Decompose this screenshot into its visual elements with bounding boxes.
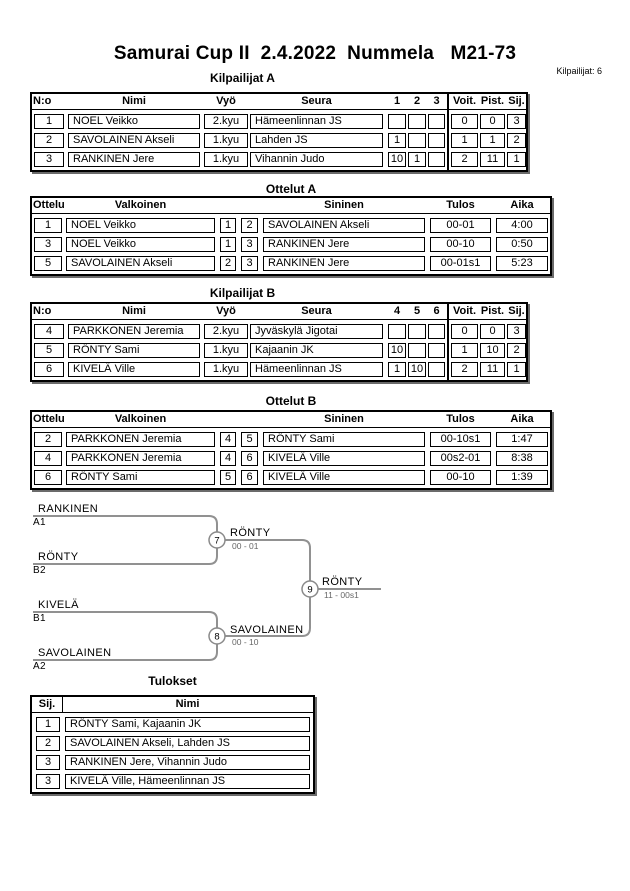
bracket-slot-name: KIVELÄ <box>38 599 79 611</box>
col-header-opp3: 6 <box>433 305 440 317</box>
bracket-match-score: 11 - 00s1 <box>324 590 359 600</box>
col-header-nimi: Nimi <box>175 698 200 710</box>
bracket-slot-seed: B1 <box>33 613 46 624</box>
cell-time: 1:47 <box>496 432 548 447</box>
matches-b-table <box>30 410 552 490</box>
col-header-opp1: 1 <box>393 95 401 107</box>
cell-nimi: KIVELÄ Ville <box>68 362 200 377</box>
result-row <box>32 774 313 789</box>
cell-vyo: 1.kyu <box>204 133 248 148</box>
cell-pist: 10 <box>480 343 505 358</box>
cell-score-2 <box>408 114 426 129</box>
col-header-nimi: Nimi <box>122 95 146 107</box>
cell-result: 00-10 <box>430 470 491 485</box>
bracket-match-score: 00 - 10 <box>232 637 259 647</box>
result-row <box>32 755 313 770</box>
competitors-count-note: Kilpailijat: 6 <box>556 66 602 76</box>
cell-match-no: 2 <box>34 432 62 447</box>
results-header-row <box>32 697 313 713</box>
match-number: 9 <box>307 584 313 596</box>
col-header-seura: Seura <box>301 95 332 107</box>
matches-a-table <box>30 196 552 276</box>
cell-blue-no: 3 <box>241 256 258 271</box>
cell-white-player: PARKKONEN Jeremia <box>66 451 215 466</box>
match-number: 7 <box>214 535 220 547</box>
cell-nimi: RANKINEN Jere <box>68 152 200 167</box>
cell-no: 2 <box>34 133 64 148</box>
cell-voit: 2 <box>451 152 478 167</box>
col-header-no: N:o <box>33 305 52 317</box>
cell-sij: 3 <box>507 324 526 339</box>
cell-time: 5:23 <box>496 256 548 271</box>
col-header-ottelu: Ottelu <box>33 413 65 425</box>
competitor-row <box>32 152 526 167</box>
col-header-tulos: Tulos <box>446 199 475 211</box>
col-header-pist: Pist. <box>480 305 505 317</box>
cell-competitor: SAVOLAINEN Akseli, Lahden JS <box>65 736 310 751</box>
bracket-winner-name: RÖNTY <box>322 576 363 588</box>
col-header-opp3: 3 <box>433 95 440 107</box>
cell-result: 00-10 <box>430 237 491 252</box>
col-header-sininen: Sininen <box>324 413 364 425</box>
cell-white-no: 2 <box>220 256 236 271</box>
result-row <box>32 717 313 732</box>
cell-blue-no: 2 <box>241 218 258 233</box>
cell-vyo: 2.kyu <box>204 324 248 339</box>
cell-nimi: NOEL Veikko <box>68 114 200 129</box>
cell-blue-player: SAVOLAINEN Akseli <box>263 218 425 233</box>
cell-blue-player: KIVELÄ Ville <box>263 470 425 485</box>
cell-placement: 3 <box>36 755 60 770</box>
col-header-ottelu: Ottelu <box>33 199 65 211</box>
match-row <box>32 218 550 233</box>
pool-b-header-row <box>32 304 526 320</box>
col-header-vyo: Vyö <box>216 305 236 317</box>
cell-white-no: 4 <box>220 432 236 447</box>
cell-score-1: 1 <box>388 362 406 377</box>
cell-placement: 1 <box>36 717 60 732</box>
col-header-pist: Pist. <box>480 95 505 107</box>
cell-score-2: 1 <box>408 152 426 167</box>
cell-blue-player: RÖNTY Sami <box>263 432 425 447</box>
cell-no: 5 <box>34 343 64 358</box>
cell-vyo: 1.kyu <box>204 343 248 358</box>
bracket-slot-seed: A1 <box>33 517 46 528</box>
cell-pist: 11 <box>480 152 505 167</box>
cell-voit: 0 <box>451 324 478 339</box>
result-row <box>32 736 313 751</box>
col-header-seura: Seura <box>301 305 332 317</box>
cell-vyo: 2.kyu <box>204 114 248 129</box>
cell-vyo: 1.kyu <box>204 152 248 167</box>
cell-score-2 <box>408 343 426 358</box>
results-table <box>30 695 315 794</box>
cell-voit: 1 <box>451 343 478 358</box>
col-header-opp2: 2 <box>413 95 421 107</box>
match-row <box>32 432 550 447</box>
matches-a-header-row <box>32 198 550 214</box>
col-header-no: N:o <box>33 95 52 107</box>
cell-seura: Vihannin Judo <box>250 152 383 167</box>
col-header-aika: Aika <box>510 413 534 425</box>
cell-time: 8:38 <box>496 451 548 466</box>
competitor-row <box>32 324 526 339</box>
section-title-matches-b: Ottelut B <box>265 394 317 408</box>
match-row <box>32 237 550 252</box>
cell-pist: 0 <box>480 114 505 129</box>
cell-score-3 <box>428 324 445 339</box>
bracket-slot-name: RÖNTY <box>38 551 79 563</box>
col-header-sij: Sij. <box>38 698 56 710</box>
cell-sij: 1 <box>507 152 526 167</box>
pool-a-table <box>30 92 528 172</box>
match-row <box>32 256 550 271</box>
cell-blue-no: 5 <box>241 432 258 447</box>
cell-score-2: 10 <box>408 362 426 377</box>
bracket-winner-name: SAVOLAINEN <box>230 624 304 636</box>
cell-time: 4:00 <box>496 218 548 233</box>
cell-result: 00-01 <box>430 218 491 233</box>
cell-score-1 <box>388 114 406 129</box>
cell-blue-player: RANKINEN Jere <box>263 256 425 271</box>
cell-score-1: 10 <box>388 152 406 167</box>
col-header-aika: Aika <box>510 199 534 211</box>
cell-blue-player: KIVELÄ Ville <box>263 451 425 466</box>
pool-a-header-row <box>32 94 526 110</box>
col-header-voit: Voit. <box>452 305 476 317</box>
cell-seura: Hämeenlinnan JS <box>250 114 383 129</box>
competitor-row <box>32 343 526 358</box>
col-header-sij: Sij. <box>508 95 525 107</box>
cell-blue-no: 6 <box>241 451 258 466</box>
cell-blue-player: RANKINEN Jere <box>263 237 425 252</box>
cell-score-2 <box>408 133 426 148</box>
match-row <box>32 470 550 485</box>
cell-score-3 <box>428 362 445 377</box>
cell-score-2 <box>408 324 426 339</box>
section-title-matches-a: Ottelut A <box>265 182 317 196</box>
cell-no: 4 <box>34 324 64 339</box>
cell-blue-no: 3 <box>241 237 258 252</box>
cell-match-no: 6 <box>34 470 62 485</box>
cell-match-no: 3 <box>34 237 62 252</box>
cell-competitor: RÖNTY Sami, Kajaanin JK <box>65 717 310 732</box>
cell-pist: 1 <box>480 133 505 148</box>
cell-placement: 2 <box>36 736 60 751</box>
section-title-pool-b: Kilpailijat B <box>209 286 276 300</box>
cell-score-1: 1 <box>388 133 406 148</box>
cell-white-player: RÖNTY Sami <box>66 470 215 485</box>
cell-voit: 2 <box>451 362 478 377</box>
cell-match-no: 5 <box>34 256 62 271</box>
page-title: Samurai Cup II 2.4.2022 Nummela M21-73 <box>113 43 517 64</box>
cell-score-3 <box>428 152 445 167</box>
cell-result: 00-01s1 <box>430 256 491 271</box>
bracket-winner-name: RÖNTY <box>230 527 271 539</box>
cell-sij: 2 <box>507 133 526 148</box>
bracket-slot-name: SAVOLAINEN <box>38 647 112 659</box>
cell-blue-no: 6 <box>241 470 258 485</box>
cell-match-no: 4 <box>34 451 62 466</box>
cell-time: 0:50 <box>496 237 548 252</box>
cell-seura: Lahden JS <box>250 133 383 148</box>
cell-white-player: NOEL Veikko <box>66 218 215 233</box>
pool-b-table <box>30 302 528 382</box>
cell-seura: Hämeenlinnan JS <box>250 362 383 377</box>
cell-seura: Jyväskylä Jigotai <box>250 324 383 339</box>
col-header-valkoinen: Valkoinen <box>114 199 167 211</box>
cell-score-3 <box>428 133 445 148</box>
col-header-sininen: Sininen <box>324 199 364 211</box>
cell-white-no: 1 <box>220 218 236 233</box>
cell-no: 6 <box>34 362 64 377</box>
cell-white-no: 5 <box>220 470 236 485</box>
cell-result: 00s2-01 <box>430 451 491 466</box>
cell-no: 3 <box>34 152 64 167</box>
cell-score-1: 10 <box>388 343 406 358</box>
cell-white-player: PARKKONEN Jeremia <box>66 432 215 447</box>
cell-sij: 2 <box>507 343 526 358</box>
cell-white-no: 1 <box>220 237 236 252</box>
col-header-opp1: 4 <box>393 305 401 317</box>
cell-competitor: KIVELÄ Ville, Hämeenlinnan JS <box>65 774 310 789</box>
match-number: 8 <box>214 631 220 643</box>
section-title-results: Tulokset <box>148 674 197 688</box>
cell-white-player: SAVOLAINEN Akseli <box>66 256 215 271</box>
cell-pist: 11 <box>480 362 505 377</box>
cell-result: 00-10s1 <box>430 432 491 447</box>
competitor-row <box>32 133 526 148</box>
cell-sij: 3 <box>507 114 526 129</box>
col-header-tulos: Tulos <box>446 413 475 425</box>
matches-b-header-row <box>32 412 550 428</box>
cell-white-no: 4 <box>220 451 236 466</box>
cell-score-3 <box>428 343 445 358</box>
col-header-nimi: Nimi <box>122 305 146 317</box>
cell-voit: 0 <box>451 114 478 129</box>
cell-nimi: PARKKONEN Jeremia <box>68 324 200 339</box>
cell-nimi: RÖNTY Sami <box>68 343 200 358</box>
cell-white-player: NOEL Veikko <box>66 237 215 252</box>
cell-nimi: SAVOLAINEN Akseli <box>68 133 200 148</box>
cell-seura: Kajaanin JK <box>250 343 383 358</box>
bracket-slot-seed: A2 <box>33 661 46 672</box>
cell-voit: 1 <box>451 133 478 148</box>
bracket-slot-name: RANKINEN <box>38 503 99 515</box>
col-header-valkoinen: Valkoinen <box>114 413 167 425</box>
bracket-slot-seed: B2 <box>33 565 46 576</box>
cell-pist: 0 <box>480 324 505 339</box>
competitor-row <box>32 114 526 129</box>
competitor-row <box>32 362 526 377</box>
bracket-semifinal-top-out <box>217 540 310 581</box>
header-divider <box>62 697 63 712</box>
cell-vyo: 1.kyu <box>204 362 248 377</box>
cell-sij: 1 <box>507 362 526 377</box>
elimination-bracket <box>0 495 430 685</box>
col-header-opp2: 5 <box>413 305 421 317</box>
cell-time: 1:39 <box>496 470 548 485</box>
col-header-sij: Sij. <box>508 305 525 317</box>
cell-score-3 <box>428 114 445 129</box>
match-row <box>32 451 550 466</box>
cell-score-1 <box>388 324 406 339</box>
cell-match-no: 1 <box>34 218 62 233</box>
bracket-match-score: 00 - 01 <box>232 541 259 551</box>
cell-placement: 3 <box>36 774 60 789</box>
cell-competitor: RANKINEN Jere, Vihannin Judo <box>65 755 310 770</box>
section-title-pool-a: Kilpailijat A <box>210 71 275 85</box>
col-header-voit: Voit. <box>452 95 476 107</box>
cell-no: 1 <box>34 114 64 129</box>
col-header-vyo: Vyö <box>216 95 236 107</box>
